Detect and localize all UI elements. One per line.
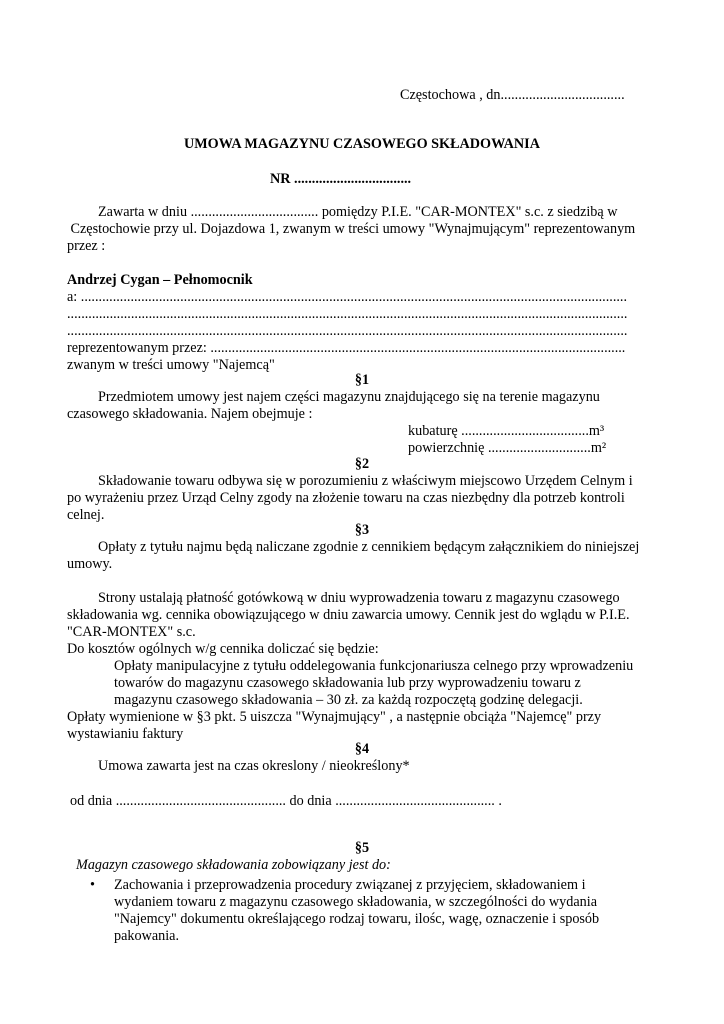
section-heading: §1 <box>354 372 370 388</box>
section-heading: §3 <box>354 522 370 538</box>
section-text: po wyrażeniu przez Urząd Celny zgody na złożenie towaru na czas niezbędny dla potrzeb kontroli <box>67 490 625 506</box>
section-text: Składowanie towaru odbywa się w porozumieniu z właściwym miejscowo Urzędem Celnym i <box>98 473 633 489</box>
fee-text: Opłaty manipulacyjne z tytułu oddelegowania funkcjonariusza celnego przy wprowadzeniu <box>114 658 634 674</box>
section-text: czasowego składowania. Najem obejmuje : <box>67 406 313 422</box>
blank-dotted-line: .............................................................................................................................................................. <box>67 323 628 339</box>
section-text: Przedmiotem umowy jest najem części magazynu znajdującego się na terenie magazynu <box>98 389 600 405</box>
section-text: Opłaty z tytułu najmu będą naliczane zgodnie z cennikiem będącym załącznikiem do niniejszej <box>98 539 640 555</box>
section-text: Strony ustalają płatność gotówkową w dniu wyprowadzenia towaru z magazynu czasowego <box>98 590 620 606</box>
document-title: UMOWA MAGAZYNU CZASOWEGO SKŁADOWANIA <box>184 136 540 152</box>
list-item-text: Zachowania i przeprowadzenia procedury związanej z przyjęciem, składowaniem i <box>114 877 586 893</box>
intro-line: Częstochowie przy ul. Dojazdowa 1, zwanym w treści umowy "Wynajmującym" reprezentowanym <box>67 221 636 237</box>
section-text: wystawianiu faktury <box>67 726 184 742</box>
section-heading: §5 <box>354 840 370 856</box>
section-text: umowy. <box>67 556 113 572</box>
date-range-line: od dnia ................................................ do dnia ............................................. . <box>70 793 502 809</box>
area-field: powierzchnię .............................m² <box>408 440 607 456</box>
section-text: celnej. <box>67 507 105 523</box>
section-text: Umowa zawarta jest na czas okreslony / nieokreślony* <box>98 758 410 774</box>
section-text: składowania wg. cennika obowiązującego w dniu zawarcia umowy. Cennik jest do wglądu w P.I.E. <box>67 607 630 623</box>
list-item-text: pakowania. <box>114 928 180 944</box>
tenant-designation: zwanym w treści umowy "Najemcą" <box>67 357 275 373</box>
bullet-icon: • <box>90 877 95 893</box>
represented-by-line: reprezentowanym przez: ..................................................................................................................... <box>67 340 626 356</box>
kubature-field: kubaturę ....................................m³ <box>408 423 605 439</box>
fee-text: towarów do magazynu czasowego składowania lub przy wyprowadzeniu towaru z <box>114 675 581 691</box>
section-text: "CAR-MONTEX" s.c. <box>67 624 196 640</box>
intro-line: Zawarta w dniu .................................... pomiędzy P.I.E. "CAR-MONTEX" s.c. z siedzibą w <box>98 204 618 220</box>
section-intro: Magazyn czasowego składowania zobowiązany jest do: <box>76 857 391 873</box>
section-text: Opłaty wymienione w §3 pkt. 5 uiszcza "Wynajmujący" , a następnie obciąża "Najemcę" przy <box>67 709 602 725</box>
contract-number: NR ................................. <box>270 171 412 187</box>
representative-name: Andrzej Cygan – Pełnomocnik <box>67 272 253 288</box>
fee-text: magazynu czasowego składowania – 30 zł. za każdą rozpoczętą godzinę delegacji. <box>114 692 583 708</box>
place-date-line: Częstochowa , dn................................... <box>400 87 625 103</box>
section-heading: §2 <box>354 456 370 472</box>
blank-dotted-line: .............................................................................................................................................................. <box>67 306 628 322</box>
section-text: Do kosztów ogólnych w/g cennika doliczać się będzie: <box>67 641 379 657</box>
list-item-text: wydaniem towaru z magazynu czasowego składowania, w szczególności do wydania <box>114 894 597 910</box>
intro-line: przez : <box>67 238 106 254</box>
tenant-address-line: a: .......................................................................................................................................................... <box>67 289 628 305</box>
list-item-text: "Najemcy" dokumentu określającego rodzaj towaru, ilośc, wagę, oznaczenie i sposób <box>114 911 600 927</box>
section-heading: §4 <box>354 741 370 757</box>
